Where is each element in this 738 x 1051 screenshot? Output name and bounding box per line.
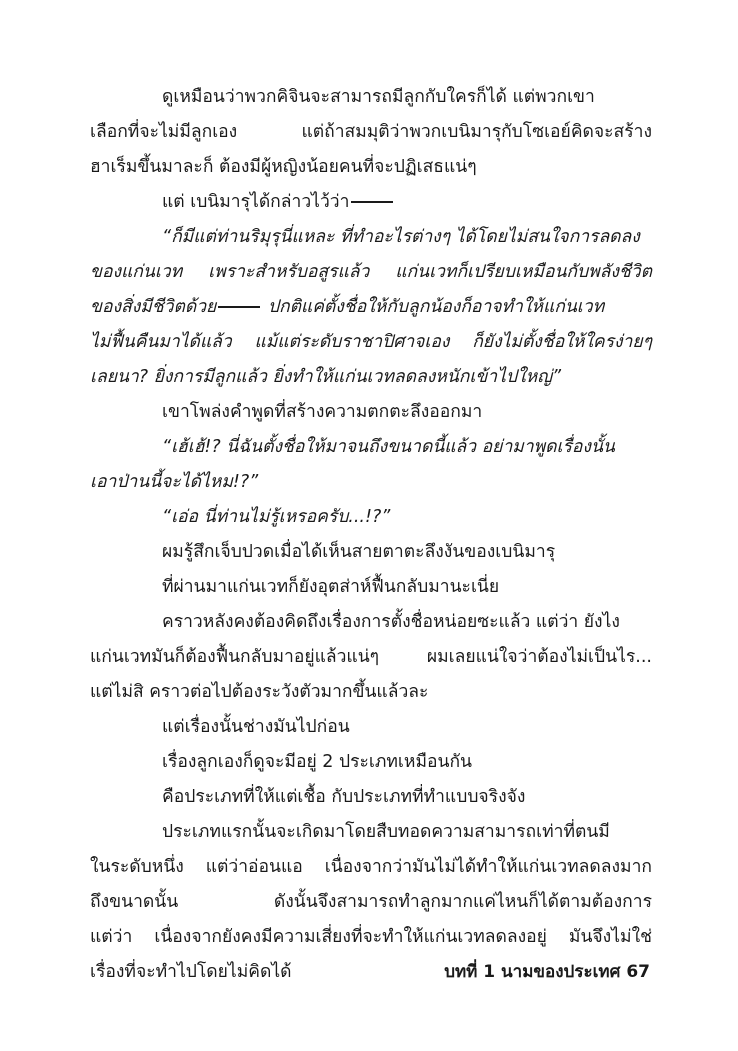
quote-1-line-1: “ก็มีแต่ท่านริมุรุนี่แหละ ที่ทำอะไรต่างๆ ได้โดยไม่สนใจการลดลง <box>162 227 640 247</box>
quote-2-line-1: “เฮ้เฮ้!? นี่ฉันตั้งชื่อให้มาจนถึงขนาดนี้แล้ว อย่ามาพูดเรื่องนั้น <box>162 437 615 457</box>
paragraph-5-line-1: ที่ผ่านมาแก่นเวทก็ยังอุตส่าห์ฟื้นกลับมานะเนี่ย <box>162 577 500 597</box>
paragraph-1-line-2: เลือกที่จะไม่มีลูกเอง แต่ถ้าสมมุติว่าพวกเบนิมารุกับโซเอย์คิดจะสร้าง <box>90 122 652 142</box>
paragraph-2-line-1 <box>162 192 652 212</box>
em-dash <box>218 306 260 308</box>
paragraph-6-line-3: แต่ไม่สิ คราวต่อไปต้องระวังตัวมากขึ้นแล้วละ <box>90 682 429 702</box>
paragraph-10-line-3: ถึงขนาดนั้น ดังนั้นจึงสามารถทำลูกมากแค่ไหนก็ได้ตามต้องการ <box>90 892 652 912</box>
quote-1-line-3 <box>90 297 652 317</box>
paragraph-10-line-2: ในระดับหนึ่ง แต่ว่าอ่อนแอ เนื่องจากว่ามันไม่ได้ทำให้แก่นเวทลดลงมาก <box>90 857 652 877</box>
quote-1-line-2: ของแก่นเวท เพราะสำหรับอสูรแล้ว แก่นเวทก็เปรียบเหมือนกับพลังชีวิต <box>90 262 652 282</box>
paragraph-6-line-2: แก่นเวทมันก็ต้องฟื้นกลับมาอยู่แล้วแน่ๆ ผมเลยแน่ใจว่าต้องไม่เป็นไร... <box>90 647 652 667</box>
quote-1-line-5: เลยนา? ยิ่งการมีลูกแล้ว ยิ่งทำให้แก่นเวทลดลงหนักเข้าไปใหญ่” <box>90 367 562 387</box>
page-footer: บทที่ 1 นามของประเทศ 67 <box>444 962 650 982</box>
paragraph-3-line-1: เขาโพล่งคำพูดที่สร้างความตกตะลึงออกมา <box>162 402 483 422</box>
paragraph-10-line-4: แต่ว่า เนื่องจากยังคงมีความเสี่ยงที่จะทำให้แก่นเวทลดลงอยู่ มันจึงไม่ใช่ <box>90 927 652 947</box>
quote-1-line-3-part-1: ของสิ่งมีชีวิตด้วย <box>90 297 217 317</box>
paragraph-10-line-1: ประเภทแรกนั้นจะเกิดมาโดยสืบทอดความสามารถเท่าที่ตนมี <box>162 822 610 842</box>
paragraph-1-line-3: ฮาเร็มขึ้นมาละก็ ต้องมีผู้หญิงน้อยคนที่จะปฏิเสธแน่ๆ <box>90 157 477 177</box>
paragraph-1-line-1: ดูเหมือนว่าพวกคิจินจะสามารถมีลูกกับใครก็ได้ แต่พวกเขา <box>162 87 595 107</box>
quote-1-line-4: ไม่ฟื้นคืนมาได้แล้ว แม้แต่ระดับราชาปิศาจเอง ก็ยังไม่ตั้งชื่อให้ใครง่ายๆ <box>90 332 652 352</box>
quote-3-line-1: “เอ่อ นี่ท่านไม่รู้เหรอครับ...!?” <box>162 507 391 527</box>
paragraph-7-line-1: แต่เรื่องนั้นช่างมันไปก่อน <box>162 717 350 737</box>
quote-2-line-2: เอาป่านนี้จะได้ไหม!?” <box>90 472 259 492</box>
paragraph-8-line-1: เรื่องลูกเองก็ดูจะมีอยู่ 2 ประเภทเหมือนกัน <box>162 752 473 772</box>
paragraph-6-line-1: คราวหลังคงต้องคิดถึงเรื่องการตั้งชื่อหน่อยซะแล้ว แต่ว่า ยังไง <box>162 612 620 632</box>
paragraph-4-line-1: ผมรู้สึกเจ็บปวดเมื่อได้เห็นสายตาตะลึงงันของเบนิมารุ <box>162 542 556 562</box>
quote-1-line-3-part-2: ปกติแค่ตั้งชื่อให้กับลูกน้องก็อาจทำให้แก่นเวท <box>262 297 605 317</box>
paragraph-10-line-5: เรื่องที่จะทำไปโดยไม่คิดได้ <box>90 962 292 982</box>
paragraph-9-line-1: คือประเภทที่ให้แต่เชื้อ กับประเภทที่ทำแบบจริงจัง <box>162 787 526 807</box>
em-dash <box>351 201 393 203</box>
paragraph-2-text: แต่ เบนิมารุได้กล่าวไว้ว่า <box>162 192 350 212</box>
